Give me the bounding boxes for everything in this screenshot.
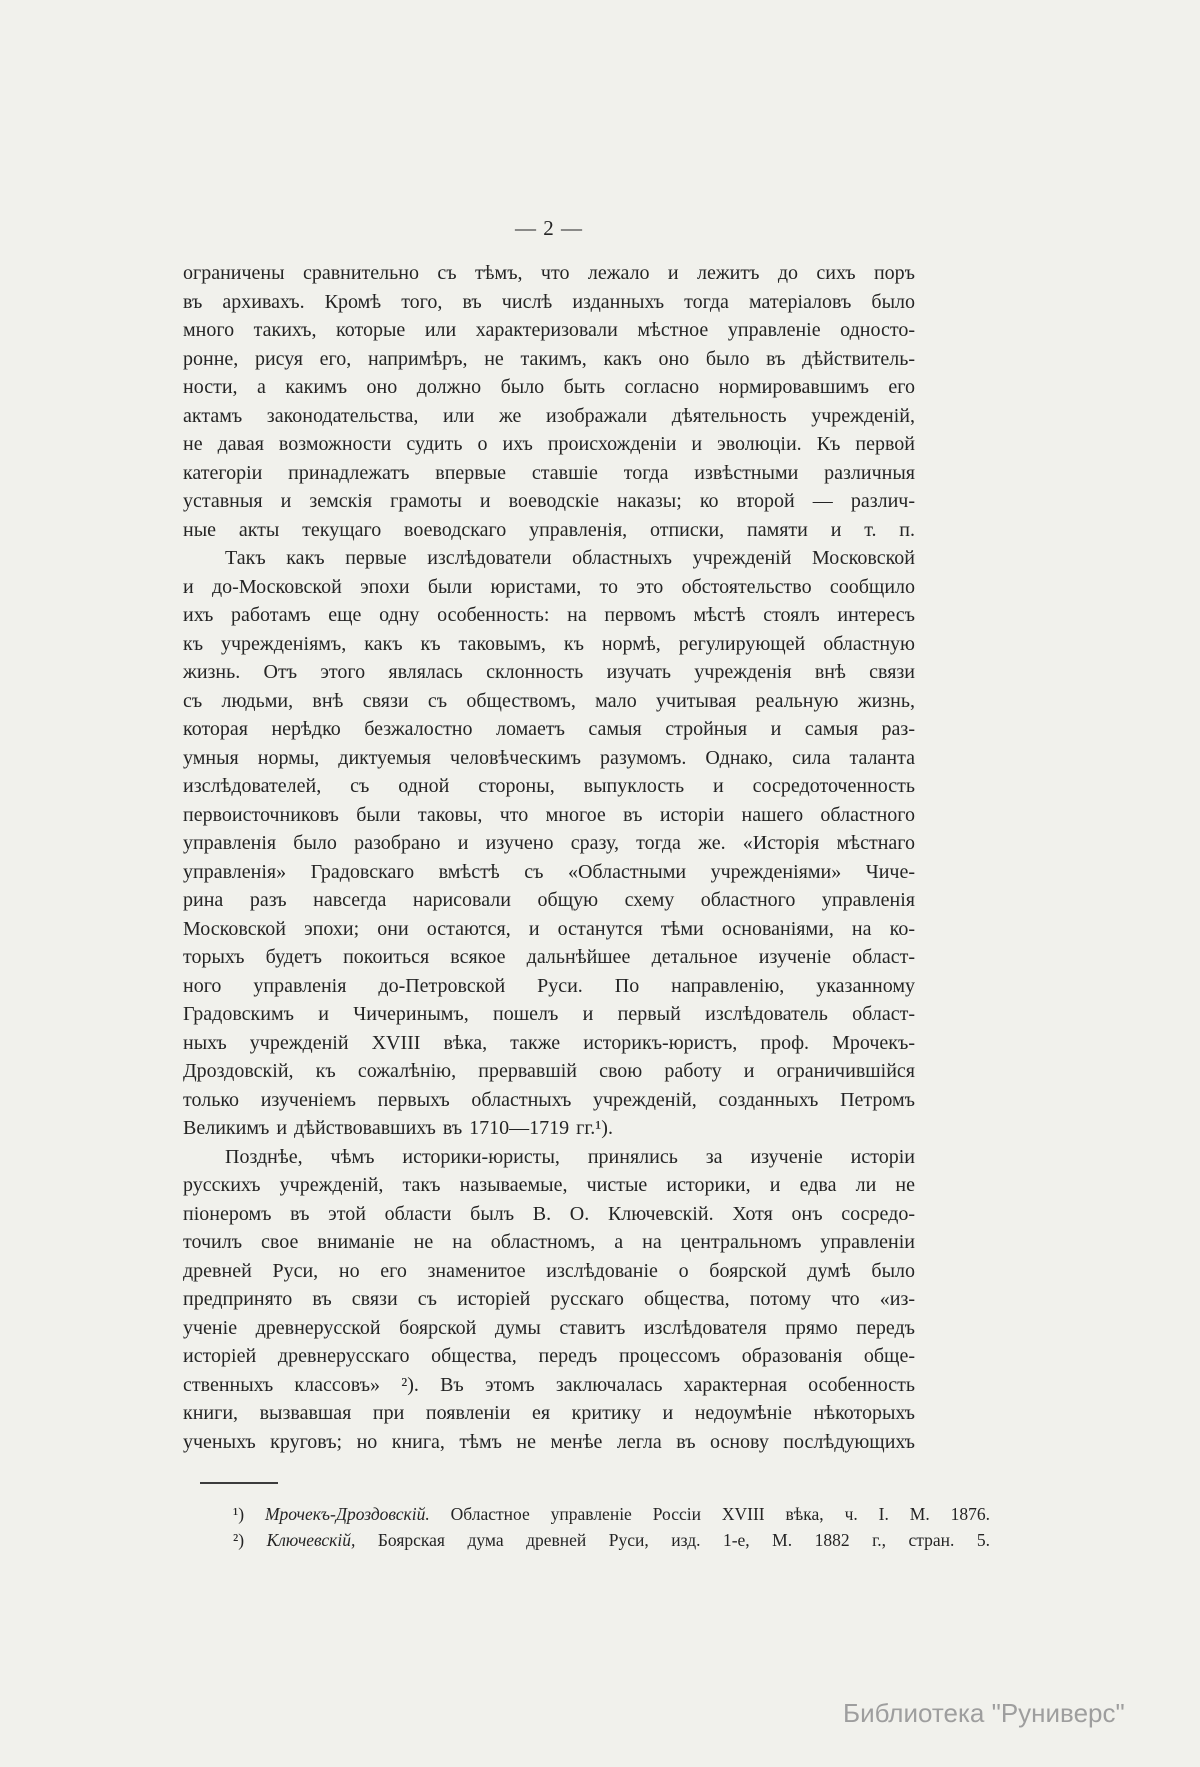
text-line: ученіе древнерусской боярской думы ставитъ изслѣдователя прямо передъ [183,1316,915,1339]
text-line: ученыхъ круговъ; но книга, тѣмъ не менѣе легла въ основу послѣдующихъ [183,1430,915,1453]
text-line: управленія» Градовскаго вмѣстѣ съ «Областными учрежденіями» Чиче- [183,860,915,883]
text-line: и до-Московской эпохи были юристами, то это обстоятельство сообщило [183,575,915,598]
text-line: съ людьми, внѣ связи съ обществомъ, мало учитывая реальную жизнь, [183,689,915,712]
text-line: Градовскимъ и Чичеринымъ, пошелъ и первый изслѣдователь област- [183,1003,915,1025]
text-line: уставныя и земскія грамоты и воеводскіе наказы; ко второй — различ- [183,490,915,512]
text-line: предпринято въ связи съ исторіей русскаго общества, потому что «из- [183,1288,915,1310]
text-line: только изученіемъ первыхъ областныхъ учрежденій, созданныхъ Петромъ [183,1088,915,1111]
text-line: Великимъ и дѣйствовавшихъ въ 1710—1719 гг.¹). [183,1117,613,1139]
text-line: Такъ какъ первые изслѣдователи областныхъ учрежденій Московской [225,547,915,569]
text-line: категоріи принадлежатъ впервые ставшіе тогда извѣстными различныя [183,461,915,484]
text-line: торыхъ будетъ покоиться всякое дальнѣйшее детальное изученіе област- [183,946,915,968]
footnote-2 [233,1527,990,1553]
text-line: много такихъ, которые или характеризовали мѣстное управленіе односто- [183,319,915,341]
text-line: книги, вызвавшая при появленіи ея критику и недоумѣніе нѣкоторыхъ [183,1402,915,1424]
footnote-1 [233,1501,990,1527]
text-line: Московской эпохи; они остаются, и останутся тѣми основаніями, на ко- [183,917,915,940]
text-line: русскихъ учрежденій, такъ называемые, чистые историки, и едва ли не [183,1174,915,1196]
footnote-1-text: Областное управленіе Россіи XVIII вѣка, ч. I. М. 1876. [450,1504,990,1524]
text-line: изслѣдователей, съ одной стороны, выпуклость и сосредоточенность [183,775,915,797]
footnote-separator-rule [200,1482,278,1484]
text-line: рина разъ навсегда нарисовали общую схему областного управленія [183,889,915,911]
text-line: ограничены сравнительно съ тѣмъ, что лежало и лежитъ до сихъ поръ [183,262,915,284]
text-line: актамъ законодательства, или же изображали дѣятельность учрежденій, [183,404,915,427]
text-line: ного управленія до-Петровской Руси. По направленію, указанному [183,974,915,997]
footnote-1-marker: ¹) [233,1504,245,1524]
text-line: ности, а какимъ оно должно было быть согласно нормировавшимъ его [183,376,915,398]
footnotes [233,1501,990,1553]
page-number: — 2 — [515,216,583,240]
footnote-2-marker: ²) [233,1530,245,1550]
text-line: умныя нормы, диктуемыя человѣческимъ разумомъ. Однако, сила таланта [183,746,915,769]
text-line: первоисточниковъ были таковы, что многое въ исторіи нашего областного [183,803,915,826]
text-line: къ учрежденіямъ, какъ къ таковымъ, къ нормѣ, регулирующей областную [183,632,915,655]
text-line: управленія было разобрано и изучено сразу, тогда же. «Исторія мѣстнаго [183,832,915,854]
runivers-library-watermark: Библиотека "Руниверс" [843,1698,1125,1728]
text-line: Дроздовскій, къ сожалѣнію, прервавшій свою работу и ограничившійся [183,1060,915,1082]
text-line: исторіей древнерусскаго общества, передъ процессомъ образованія обще- [183,1345,915,1367]
text-line: ныхъ учрежденій XVIII вѣка, также историкъ-юристъ, проф. Мрочекъ- [183,1031,915,1054]
text-line: въ архивахъ. Кромѣ того, въ числѣ изданныхъ тогда матеріаловъ было [183,290,915,313]
text-line: точилъ свое вниманіе не на областномъ, а на центральномъ управленіи [183,1231,915,1253]
text-line: ронне, рисуя его, напримѣръ, не такимъ, какъ оно было въ дѣйствитель- [183,347,915,370]
text-line: жизнь. Отъ этого являлась склонность изучать учрежденія внѣ связи [183,661,915,683]
text-line: ные акты текущаго воеводскаго управленія, отписки, памяти и т. п. [183,518,915,541]
text-line: ихъ работамъ еще одну особенность: на первомъ мѣстѣ стоялъ интересъ [183,604,915,626]
text-line: Позднѣе, чѣмъ историки-юристы, принялись за изученіе исторіи [225,1145,915,1168]
text-line: ственныхъ классовъ» ²). Въ этомъ заключалась характерная особенность [183,1373,915,1396]
footnote-2-text: Боярская дума древней Руси, изд. 1-е, М. 1882 г., стран. 5. [377,1530,991,1550]
text-line: которая нерѣдко безжалостно ломаетъ самыя стройныя и самыя раз- [183,718,915,740]
text-line: не давая возможности судить о ихъ происхожденіи и эволюціи. Къ первой [183,433,915,455]
text-line: древней Руси, но его знаменитое изслѣдованіе о боярской думѣ было [183,1259,915,1282]
body-text [183,259,915,1456]
text-line: піонеромъ въ этой области былъ В. О. Ключевскій. Хотя онъ сосредо- [183,1202,915,1225]
footnote-2-author: Ключевскій, [266,1530,356,1550]
footnote-1-author: Мрочекъ-Дроздовскій. [264,1504,430,1524]
